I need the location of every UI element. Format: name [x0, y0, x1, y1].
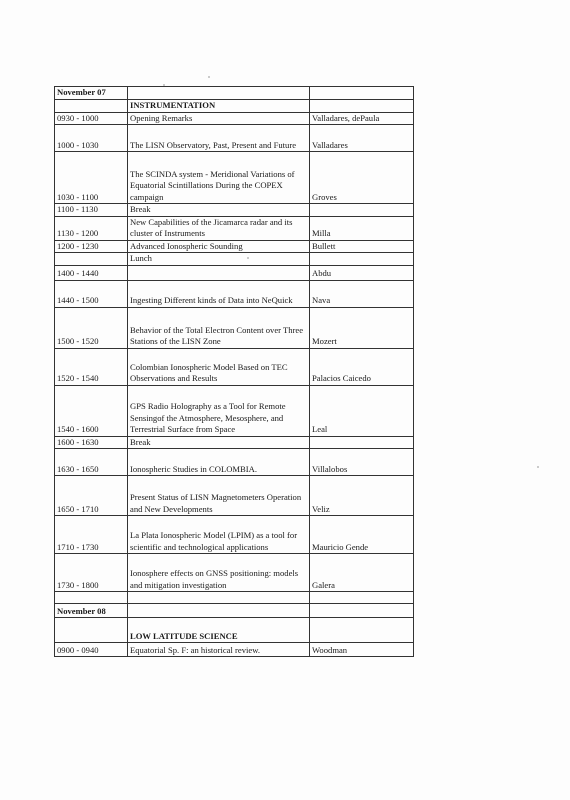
session-time: 1100 - 1130 [55, 204, 128, 217]
section-heading: LOW LATITUDE SCIENCE [128, 618, 310, 643]
session-title: Break [128, 204, 310, 217]
table-row [55, 112, 414, 125]
section-heading-row [55, 99, 414, 112]
session-time: 1500 - 1520 [55, 307, 128, 348]
session-speaker: Abdu [310, 265, 414, 280]
table-row [55, 436, 414, 449]
table-row [55, 449, 414, 476]
session-speaker [310, 253, 414, 266]
session-time: 0930 - 1000 [55, 112, 128, 125]
session-speaker: Villalobos [310, 449, 414, 476]
section-heading-row [55, 618, 414, 643]
session-title: The LISN Observatory, Past, Present and Future [128, 125, 310, 152]
session-title: Colombian Ionospheric Model Based on TEC Observations and Results [128, 348, 310, 385]
session-time: 0900 - 0940 [55, 643, 128, 657]
session-title [128, 265, 310, 280]
session-time: 1000 - 1030 [55, 125, 128, 152]
table-row [55, 643, 414, 657]
scan-speck [163, 84, 165, 86]
session-title: Ionospheric Studies in COLOMBIA. [128, 449, 310, 476]
session-time: 1130 - 1200 [55, 216, 128, 240]
session-speaker: Bullett [310, 240, 414, 253]
session-speaker: Valladares, dePaula [310, 112, 414, 125]
spacer-row [55, 592, 414, 604]
section-heading: INSTRUMENTATION [128, 99, 310, 112]
table-row [55, 385, 414, 436]
session-title: Opening Remarks [128, 112, 310, 125]
table-row [55, 240, 414, 253]
session-time: 1630 - 1650 [55, 449, 128, 476]
session-speaker [310, 436, 414, 449]
session-speaker: Mozert [310, 307, 414, 348]
session-title: New Capabilities of the Jicamarca radar and its cluster of Instruments [128, 216, 310, 240]
session-time: 1200 - 1230 [55, 240, 128, 253]
session-time: 1540 - 1600 [55, 385, 128, 436]
session-title: Equatorial Sp. F: an historical review. [128, 643, 310, 657]
table-row [55, 125, 414, 152]
session-title: Present Status of LISN Magnetometers Operation and New Developments [128, 476, 310, 516]
session-title: Ingesting Different kinds of Data into NeQuick [128, 280, 310, 307]
table-row [55, 516, 414, 554]
table-row [55, 204, 414, 217]
session-title: Advanced Ionospheric Sounding [128, 240, 310, 253]
scan-speck [247, 257, 249, 259]
day-heading: November 07 [55, 87, 128, 100]
session-speaker: Veliz [310, 476, 414, 516]
session-speaker: Milla [310, 216, 414, 240]
table-row [55, 216, 414, 240]
table-row [55, 554, 414, 592]
session-time: 1400 - 1440 [55, 265, 128, 280]
schedule-table [54, 86, 414, 657]
scan-speck [208, 76, 210, 78]
session-speaker: Palacios Caicedo [310, 348, 414, 385]
session-time [55, 253, 128, 266]
table-row [55, 307, 414, 348]
day-heading: November 08 [55, 604, 128, 618]
session-speaker: Valladares [310, 125, 414, 152]
table-row [55, 253, 414, 266]
session-time: 1440 - 1500 [55, 280, 128, 307]
session-time: 1030 - 1100 [55, 152, 128, 204]
session-time: 1730 - 1800 [55, 554, 128, 592]
session-title: Lunch [128, 253, 310, 266]
session-time: 1600 - 1630 [55, 436, 128, 449]
session-title: The SCINDA system - Meridional Variations of Equatorial Scintillations During the COPEX campaign [128, 152, 310, 204]
session-speaker: Mauricio Gende [310, 516, 414, 554]
session-title: Break [128, 436, 310, 449]
session-speaker: Galera [310, 554, 414, 592]
table-row [55, 152, 414, 204]
session-title: Behavior of the Total Electron Content over Three Stations of the LISN Zone [128, 307, 310, 348]
session-title: Ionosphere effects on GNSS positioning: models and mitigation investigation [128, 554, 310, 592]
session-time: 1520 - 1540 [55, 348, 128, 385]
session-speaker: Groves [310, 152, 414, 204]
session-speaker [310, 204, 414, 217]
session-title: GPS Radio Holography as a Tool for Remote Sensingof the Atmosphere, Mesosphere, and Terrestrial Surface from Space [128, 385, 310, 436]
table-row [55, 348, 414, 385]
table-row [55, 476, 414, 516]
day-heading-row [55, 87, 414, 100]
session-time: 1710 - 1730 [55, 516, 128, 554]
day-heading-row [55, 604, 414, 618]
table-row [55, 280, 414, 307]
session-speaker: Leal [310, 385, 414, 436]
session-speaker: Nava [310, 280, 414, 307]
table-row [55, 265, 414, 280]
scan-speck [537, 466, 539, 468]
session-title: La Plata Ionospheric Model (LPIM) as a tool for scientific and technological applications [128, 516, 310, 554]
session-speaker: Woodman [310, 643, 414, 657]
session-time: 1650 - 1710 [55, 476, 128, 516]
